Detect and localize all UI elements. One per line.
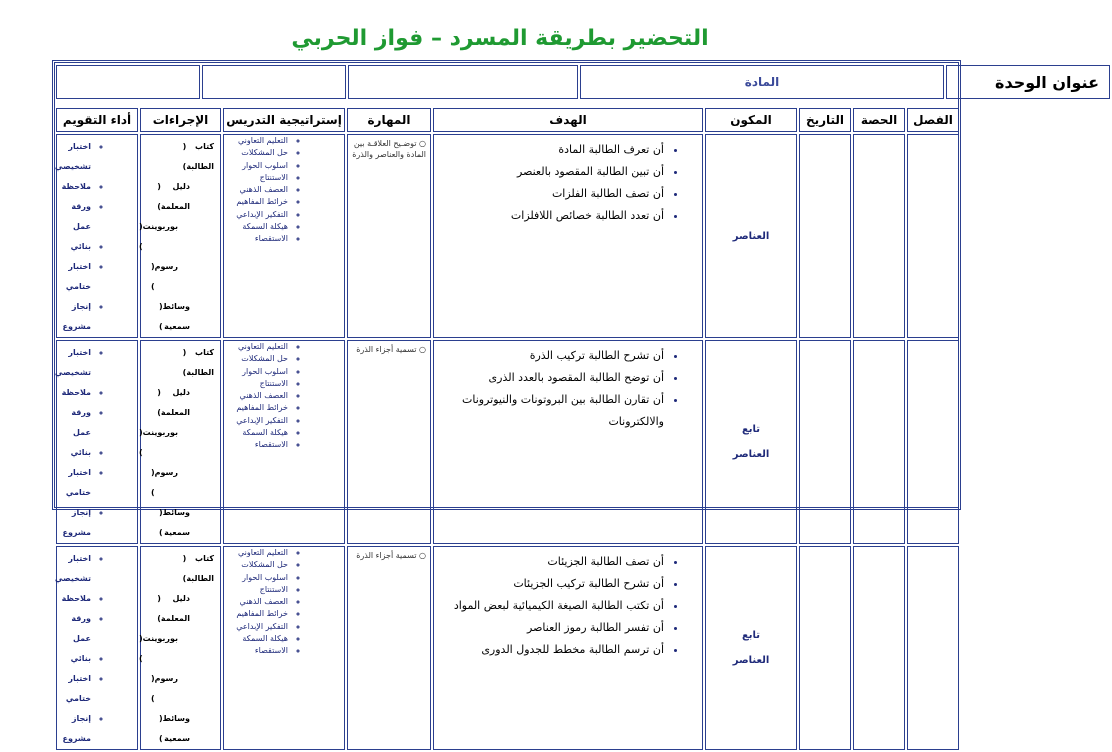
strategy-item: ◦ خرائط المفاهيم xyxy=(224,402,288,414)
evaluation-item: ◦ اختبار ختامي xyxy=(57,257,91,297)
procedure-item: وسائط سمعية ( ) xyxy=(158,714,190,743)
procedures-cell xyxy=(140,340,221,544)
evaluation-item: ◦ اختبار ختامي xyxy=(57,463,91,503)
procedure-item: دليل المعلمة ( ) xyxy=(157,594,190,623)
evaluation-item: ◦ إنجاز مشروع xyxy=(57,709,91,749)
date-cell[interactable] xyxy=(799,340,851,544)
evaluation-item: ◦ ملاحظة xyxy=(57,383,91,403)
col-chapter: الفصل xyxy=(907,108,959,132)
strategy-cell xyxy=(223,546,345,750)
skill-cell: ○ تسمية أجزاء الذرة xyxy=(347,546,431,750)
col-component: المكون xyxy=(705,108,797,132)
objective-cell xyxy=(433,546,703,750)
goal-item: • أن تصف الطالبة الجزيئات xyxy=(434,551,664,573)
component-cell: العناصر xyxy=(705,134,797,338)
strategy-item: ◦ التفكير الإبداعي xyxy=(224,209,288,221)
col-procedures: الإجراءات xyxy=(140,108,221,132)
goal-item: • أن تكتب الطالبة الصيغة الكيميائية لبعض المواد xyxy=(434,595,664,617)
procedure-item: بوربوينت ( ) xyxy=(138,222,178,251)
evaluation-item: ◦ ملاحظة xyxy=(57,589,91,609)
strategy-item: ◦ هيكلة السمكة xyxy=(224,633,288,645)
procedure-item: دليل المعلمة ( ) xyxy=(157,182,190,211)
strategy-item: ◦ الاستقصاء xyxy=(224,645,288,657)
col-skill: المهارة xyxy=(347,108,431,132)
strategy-item: ◦ التعليم التعاوني xyxy=(224,135,288,147)
strategy-item: ◦ خرائط المفاهيم xyxy=(224,196,288,208)
goal-item: • أن تشرح الطالبة تركيب الجزيئات xyxy=(434,573,664,595)
strategy-item: ◦ التفكير الإبداعي xyxy=(224,621,288,633)
strategy-item: ◦ حل المشكلات xyxy=(224,559,288,571)
procedure-item: وسائط سمعية ( ) xyxy=(158,302,190,331)
procedure-item: كتاب الطالبة ( ) xyxy=(182,554,214,583)
strategy-item: ◦ الاستقصاء xyxy=(224,233,288,245)
procedure-item: بوربوينت ( ) xyxy=(138,428,178,457)
objective-cell xyxy=(433,134,703,338)
strategy-item: ◦ العصف الذهني xyxy=(224,596,288,608)
procedure-item: دليل المعلمة ( ) xyxy=(157,388,190,417)
component-cell: تابع العناصر xyxy=(705,546,797,750)
subject-label: المادة xyxy=(580,65,944,99)
strategy-item: ◦ التعليم التعاوني xyxy=(224,547,288,559)
evaluation-item: ◦ اختبار تشخيصي xyxy=(57,137,91,177)
goal-item: • أن تفسر الطالبة رموز العناصر xyxy=(434,617,664,639)
strategy-item: ◦ اسلوب الحوار xyxy=(224,366,288,378)
strategy-item: ◦ هيكلة السمكة xyxy=(224,427,288,439)
strategy-item: ◦ التفكير الإبداعي xyxy=(224,415,288,427)
header-field-2[interactable] xyxy=(56,65,200,99)
unit-field[interactable] xyxy=(348,65,578,99)
goal-item: • أن تعدد الطالبة خصائص اللافلزات xyxy=(434,205,664,227)
evaluation-item: ◦ بنائي xyxy=(57,649,91,669)
goal-item: • أن تقارن الطالبة بين البروتونات والنيوترونات والالكترونات xyxy=(434,389,664,433)
strategy-item: ◦ الاستقصاء xyxy=(224,439,288,451)
strategy-item: ◦ العصف الذهني xyxy=(224,390,288,402)
evaluation-item: ◦ ورقة عمل xyxy=(57,403,91,443)
procedure-item: رسوم ( ) xyxy=(150,262,178,291)
skill-cell: ○ توضـيح العلاقـة بين المادة والعناصر والذرة xyxy=(347,134,431,338)
table-row xyxy=(56,134,959,338)
skill-cell: ○ تسمية أجزاء الذرة xyxy=(347,340,431,544)
component-cell: تابع العناصر xyxy=(705,340,797,544)
strategy-item: ◦ العصف الذهني xyxy=(224,184,288,196)
procedures-cell xyxy=(140,134,221,338)
date-cell[interactable] xyxy=(799,134,851,338)
strategy-item: ◦ الاستنتاج xyxy=(224,584,288,596)
goal-item: • أن تشرح الطالبة تركيب الذرة xyxy=(434,345,664,367)
strategy-item: ◦ خرائط المفاهيم xyxy=(224,608,288,620)
evaluation-item: ◦ ورقة عمل xyxy=(57,197,91,237)
strategy-item: ◦ هيكلة السمكة xyxy=(224,221,288,233)
strategy-item: ◦ حل المشكلات xyxy=(224,147,288,159)
table-row xyxy=(56,546,959,750)
lesson-table xyxy=(54,106,961,752)
chapter-cell[interactable] xyxy=(907,134,959,338)
goal-item: • أن ترسم الطالبة مخطط للجدول الدورى xyxy=(434,639,664,661)
evaluation-item: ◦ بنائي xyxy=(57,237,91,257)
strategy-item: ◦ اسلوب الحوار xyxy=(224,160,288,172)
col-date: التاريخ xyxy=(799,108,851,132)
evaluation-item: ◦ إنجاز مشروع xyxy=(57,297,91,337)
evaluation-item: ◦ ملاحظة xyxy=(57,177,91,197)
evaluation-item: ◦ اختبار ختامي xyxy=(57,669,91,709)
strategy-item: ◦ حل المشكلات xyxy=(224,353,288,365)
col-period: الحصة xyxy=(853,108,905,132)
period-cell[interactable] xyxy=(853,134,905,338)
procedure-item: رسوم ( ) xyxy=(150,468,178,497)
chapter-cell[interactable] xyxy=(907,546,959,750)
evaluation-cell xyxy=(56,546,138,750)
evaluation-cell xyxy=(56,340,138,544)
evaluation-item: ◦ بنائي xyxy=(57,443,91,463)
goal-item: • أن تصف الطالبة الفلزات xyxy=(434,183,664,205)
evaluation-item: ◦ إنجاز مشروع xyxy=(57,503,91,543)
strategy-cell xyxy=(223,134,345,338)
strategy-cell xyxy=(223,340,345,544)
table-row xyxy=(56,340,959,544)
unit-title-label: عنوان الوحدة xyxy=(946,65,1110,99)
evaluation-item: ◦ ورقة عمل xyxy=(57,609,91,649)
strategy-item: ◦ الاستنتاج xyxy=(224,378,288,390)
procedure-item: كتاب الطالبة ( ) xyxy=(182,348,214,377)
col-evaluation: أداء التقويم xyxy=(56,108,138,132)
evaluation-item: ◦ اختبار تشخيصي xyxy=(57,343,91,383)
period-cell[interactable] xyxy=(853,546,905,750)
header-table xyxy=(54,63,1112,101)
goal-item: • أن توضح الطالبة المقصود بالعدد الذرى xyxy=(434,367,664,389)
objective-cell xyxy=(433,340,703,544)
evaluation-item: ◦ اختبار تشخيصي xyxy=(57,549,91,589)
evaluation-cell xyxy=(56,134,138,338)
goal-item: • أن تبين الطالبة المقصود بالعنصر xyxy=(434,161,664,183)
chapter-cell[interactable] xyxy=(907,340,959,544)
goal-item: • أن تعرف الطالبة المادة xyxy=(434,139,664,161)
procedure-item: رسوم ( ) xyxy=(150,674,178,703)
strategy-item: ◦ اسلوب الحوار xyxy=(224,572,288,584)
col-strategy: إستراتيجية التدريس xyxy=(223,108,345,132)
period-cell[interactable] xyxy=(853,340,905,544)
procedures-cell xyxy=(140,546,221,750)
procedure-item: كتاب الطالبة ( ) xyxy=(182,142,214,171)
col-objective: الهدف xyxy=(433,108,703,132)
procedure-item: وسائط سمعية ( ) xyxy=(158,508,190,537)
page-title: التحضير بطريقة المسرد – فواز الحربي xyxy=(291,26,709,51)
date-cell[interactable] xyxy=(799,546,851,750)
strategy-item: ◦ الاستنتاج xyxy=(224,172,288,184)
procedure-item: بوربوينت ( ) xyxy=(138,634,178,663)
strategy-item: ◦ التعليم التعاوني xyxy=(224,341,288,353)
header-field-1[interactable] xyxy=(202,65,346,99)
